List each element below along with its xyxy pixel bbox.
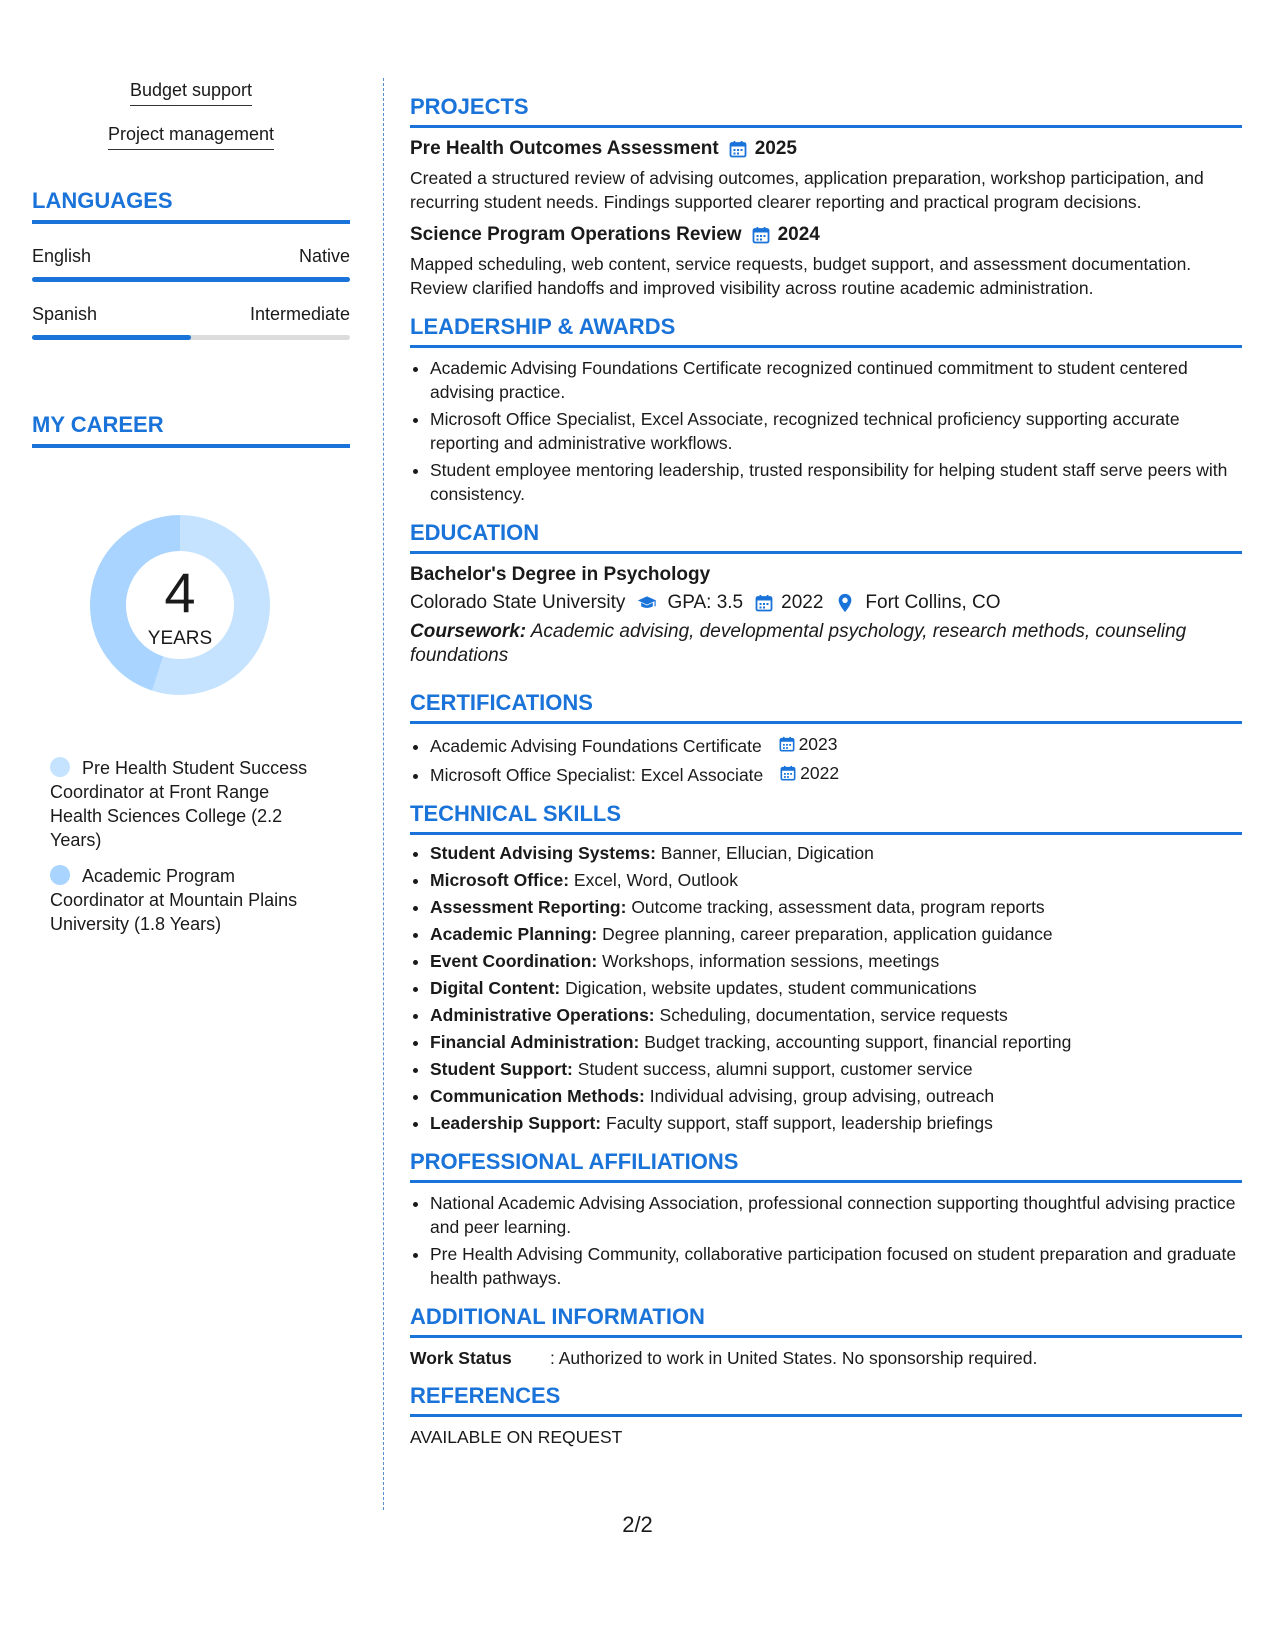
technical-skill-item: [430, 922, 1242, 946]
career-legend-item: [50, 756, 320, 852]
education-section: [410, 520, 1242, 668]
certification-item: [430, 761, 1242, 787]
language-entry: [32, 246, 350, 282]
left-column: [32, 80, 350, 948]
project-title: Science Program Operations Review: [410, 224, 742, 245]
career-total-unit: YEARS: [147, 628, 213, 649]
language-entry: [32, 304, 350, 340]
project-entry: [410, 138, 1242, 214]
language-level: Native: [298, 246, 350, 266]
certification-year: 2023: [798, 734, 838, 754]
education-degree: Bachelor's Degree in Psychology: [410, 564, 711, 585]
certification-year: 2022: [800, 763, 840, 783]
leadership-list: [410, 356, 1242, 506]
career-legend-text: Academic Program Coordinator at Mountain Plains University (1.8 Years): [50, 866, 298, 934]
certifications-list: [410, 732, 1242, 787]
right-column: [410, 94, 1242, 1462]
career-heading: MY CAREER: [32, 412, 350, 448]
technical-skill-item: [430, 949, 1242, 973]
language-bar: [32, 335, 350, 340]
language-name: Spanish: [32, 304, 98, 324]
technical-skill-item: [430, 1084, 1242, 1108]
language-bar-fill: [32, 335, 191, 340]
skill-label: Communication Methods:: [430, 1086, 645, 1106]
skill-tag: Budget support: [130, 80, 252, 106]
languages-heading: LANGUAGES: [32, 188, 350, 224]
project-description: Mapped scheduling, web content, service requests, budget support, and assessment documentation. Review clarified handoffs and improved visibility across routine academic administration.: [410, 254, 1192, 298]
references-section: [410, 1383, 1242, 1448]
work-status-value: : Authorized to work in United States. No sponsorship required.: [550, 1348, 1038, 1368]
skill-label: Student Support:: [430, 1059, 573, 1079]
work-status-label: Work Status: [410, 1348, 512, 1368]
education-year: 2022: [781, 592, 824, 613]
affiliation-item: • Pre Health Advising Community, collaborative participation focused on student preparation and graduate health pathways.: [430, 1242, 1242, 1290]
additional-info-heading: ADDITIONAL INFORMATION: [410, 1304, 1242, 1338]
skill-value: Banner, Ellucian, Digication: [660, 843, 874, 863]
project-year: 2025: [754, 138, 797, 159]
calendar-icon: [780, 765, 796, 781]
skill-label: Academic Planning:: [430, 924, 598, 944]
skill-value: Faculty support, staff support, leadership briefings: [606, 1113, 993, 1133]
education-school: Colorado State University: [410, 592, 626, 613]
skill-label: Student Advising Systems:: [430, 843, 656, 863]
language-name: English: [32, 246, 92, 266]
project-year: 2024: [777, 224, 820, 245]
skill-value: Workshops, information sessions, meetings: [602, 951, 940, 971]
skill-label: Digital Content:: [430, 978, 561, 998]
affiliation-item: • National Academic Advising Association, professional connection supporting thoughtful advising practice and peer learning.: [430, 1191, 1242, 1239]
language-bar-fill: [32, 277, 350, 282]
education-heading: EDUCATION: [410, 520, 1242, 554]
coursework-text: Academic advising, developmental psychology, research methods, counseling foundations: [410, 621, 1187, 666]
certification-name: Microsoft Office Specialist: Excel Associate: [430, 765, 764, 785]
column-divider: [383, 78, 384, 1510]
education-location: Fort Collins, CO: [865, 592, 1001, 613]
leadership-item: • Academic Advising Foundations Certificate recognized continued commitment to student centered advising practice.: [430, 356, 1242, 404]
skill-value: Student success, alumni support, customer service: [577, 1059, 973, 1079]
graduation-cap-icon: [637, 593, 657, 613]
references-text: AVAILABLE ON REQUEST: [410, 1427, 623, 1447]
skill-value: Outcome tracking, assessment data, program reports: [631, 897, 1045, 917]
calendar-icon: [779, 736, 795, 752]
leadership-section: [410, 314, 1242, 506]
education-gpa: GPA: 3.5: [667, 592, 744, 613]
career-total-years: 4: [164, 561, 196, 624]
skill-label: Leadership Support:: [430, 1113, 602, 1133]
legend-dot-icon: [50, 865, 70, 885]
leadership-item: • Microsoft Office Specialist, Excel Associate, recognized technical proficiency supporting accurate reporting and administrative workflows.: [430, 407, 1242, 455]
skill-label: Microsoft Office:: [430, 870, 570, 890]
location-pin-icon: [835, 593, 855, 613]
skill-value: Degree planning, career preparation, application guidance: [602, 924, 1053, 944]
calendar-icon: [729, 140, 747, 158]
legend-dot-icon: [50, 757, 70, 777]
coursework-label: Coursework:: [410, 621, 527, 642]
additional-info-section: [410, 1304, 1242, 1369]
technical-skill-item: [430, 1003, 1242, 1027]
certification-name: Academic Advising Foundations Certificate: [430, 736, 762, 756]
page-number: 2/2: [622, 1512, 653, 1537]
technical-skill-item: [430, 841, 1242, 865]
technical-skills-list: [410, 841, 1242, 1135]
skill-label: Administrative Operations:: [430, 1005, 655, 1025]
career-legend-text: Pre Health Student Success Coordinator at Front Range Health Sciences College (2.2 Years): [50, 758, 308, 850]
affiliations-list: [410, 1191, 1242, 1290]
skill-label: Event Coordination:: [430, 951, 598, 971]
certifications-section: [410, 690, 1242, 787]
project-entry: [410, 224, 1242, 300]
skill-value: Excel, Word, Outlook: [573, 870, 738, 890]
leadership-item: • Student employee mentoring leadership, trusted responsibility for helping student staff serve peers with consistency.: [430, 458, 1242, 506]
technical-skill-item: [430, 1057, 1242, 1081]
technical-skill-item: [430, 895, 1242, 919]
leadership-heading: LEADERSHIP & AWARDS: [410, 314, 1242, 348]
technical-skills-heading: TECHNICAL SKILLS: [410, 801, 1242, 835]
technical-skill-item: [430, 868, 1242, 892]
technical-skill-item: [430, 1030, 1242, 1054]
skill-value: Individual advising, group advising, outreach: [649, 1086, 995, 1106]
affiliations-heading: PROFESSIONAL AFFILIATIONS: [410, 1149, 1242, 1183]
skill-label: Assessment Reporting:: [430, 897, 627, 917]
career-legend: [50, 756, 320, 936]
skill-value: Digication, website updates, student communications: [565, 978, 977, 998]
language-level: Intermediate: [249, 304, 350, 324]
career-donut-chart: [65, 490, 295, 720]
project-title: Pre Health Outcomes Assessment: [410, 138, 719, 159]
language-bar: [32, 277, 350, 282]
project-description: Created a structured review of advising outcomes, application preparation, workshop participation, and recurring student needs. Findings supported clearer reporting and practical program decisions.: [410, 168, 1204, 212]
technical-skill-item: [430, 976, 1242, 1000]
certification-item: [430, 732, 1242, 758]
affiliations-section: [410, 1149, 1242, 1290]
references-heading: REFERENCES: [410, 1383, 1242, 1417]
calendar-icon: [755, 594, 773, 612]
skill-value: Budget tracking, accounting support, financial reporting: [644, 1032, 1072, 1052]
skill-tag: Project management: [108, 124, 274, 150]
skill-value: Scheduling, documentation, service requests: [659, 1005, 1008, 1025]
career-legend-item: [50, 864, 320, 936]
certifications-heading: CERTIFICATIONS: [410, 690, 1242, 724]
technical-skills-section: [410, 801, 1242, 1135]
calendar-icon: [752, 226, 770, 244]
projects-section: [410, 94, 1242, 300]
skill-label: Financial Administration:: [430, 1032, 640, 1052]
projects-heading: PROJECTS: [410, 94, 1242, 128]
technical-skill-item: [430, 1111, 1242, 1135]
education-coursework: [410, 620, 1242, 668]
